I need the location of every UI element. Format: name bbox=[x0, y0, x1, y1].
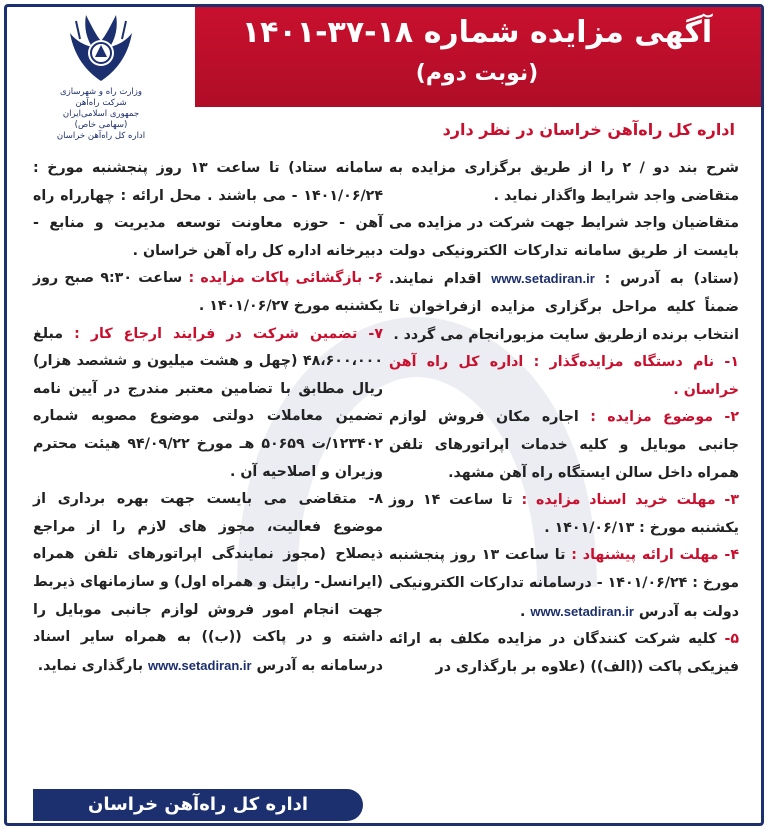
item-8-end: بارگذاری نماید. bbox=[37, 657, 144, 674]
intro-heading: اداره کل راه‌آهن خراسان در نظر دارد bbox=[442, 120, 735, 139]
item-8 bbox=[33, 486, 383, 680]
item-4 bbox=[389, 542, 739, 626]
setadiran-link[interactable]: www.setadiran.ir bbox=[491, 271, 595, 287]
logo-line-office: اداره کل راه‌آهن خراسان bbox=[56, 131, 146, 141]
left-column bbox=[33, 155, 383, 680]
item-7-text: مبلغ ۴۸،۶۰۰،۰۰۰ (چهل و هشت میلیون و ششصد هزار) ریال مطابق با تضامین معتبر مندرج در آیین نامه تضمین معاملات دولتی موضوع مصوبه شماره ۱۲۳۴۰۲/ت ۵۰۶۵۹ هـ مورخ ۹۴/۰۹/۲۲ هیئت محترم وزیران و اصلاحیه آن . bbox=[33, 325, 383, 480]
item-5-label: ۵- bbox=[724, 631, 739, 648]
page-title: آگهی مزایده شماره ۱۸-۳۷-۱۴۰۱ bbox=[241, 15, 713, 50]
item-4-end: . bbox=[519, 603, 526, 620]
logo-line-republic: جمهوری اسلامی‌ایران bbox=[62, 109, 140, 119]
item-2 bbox=[389, 404, 739, 487]
item-4-link[interactable]: www.setadiran.ir bbox=[530, 603, 634, 619]
page-subtitle: (نوبت دوم) bbox=[415, 61, 539, 86]
item-6-label: ۶- بازگشائی پاکات مزایده : bbox=[188, 270, 383, 287]
item-5 bbox=[389, 626, 739, 681]
intro-paragraph-2 bbox=[389, 210, 739, 349]
item-3-text: تا ساعت ۱۴ روز یکشنبه مورخ : ۱۴۰۱/۰۶/۱۳ . bbox=[389, 492, 739, 536]
item-4-text: تا ساعت ۱۳ روز پنجشنبه مورخ : ۱۴۰۱/۰۶/۲۴ - درسامانه تدارکات الکترونیکی دولت به آدرس bbox=[389, 547, 739, 620]
header-banner bbox=[195, 7, 764, 107]
item-5-text: کلیه شرکت کنندگان در مزایده مکلف به ارائه فیزیکی پاکت ((الف)) (علاوه بر بارگذاری در bbox=[389, 631, 739, 675]
item-6-text: ساعت ۹:۳۰ صبح روز یکشنبه مورخ ۱۴۰۱/۰۶/۲۷ . bbox=[33, 270, 383, 314]
item-2-label: ۲- موضوع مزایده : bbox=[590, 409, 739, 426]
advertisement-frame bbox=[4, 4, 764, 826]
intro-paragraph-2-end: اقدام نمایند. ضمناً کلیه مراحل برگزاری مزایده ازفراخوان تا انتخاب برنده ازطریق سایت مزبورانجام می گردد . bbox=[389, 271, 739, 343]
item-8-text: ۸- متقاضی می بایست جهت بهره برداری از موضوع فعالیت، مجوز های لازم را از مراجع ذیصلاح (مجوز نمایندگی اپراتورهای تلفن همراه (ایرانسل- رایتل و همراه اول) و سازمانهای ذیربط جهت انجام امور فروش لوازم جانبی موبایل را داشته و در پاکت ((ب)) به همراه سایر اسناد درسامانه به آدرس bbox=[33, 491, 383, 674]
right-column bbox=[389, 155, 739, 681]
intro-paragraph-2-start: متقاضیان واجد شرایط جهت شرکت در مزایده می بایست از طریق سامانه تدارکات الکترونیکی دولت (ستاد) به آدرس : bbox=[389, 215, 739, 288]
item-7 bbox=[33, 321, 383, 487]
item-4-label: ۴- مهلت ارائه پیشنهاد : bbox=[571, 547, 739, 564]
item-7-label: ۷- تضمین شرکت در فرایند ارجاع کار : bbox=[74, 325, 383, 342]
item-5-continued: سامانه ستاد) تا ساعت ۱۳ روز پنجشنبه مورخ : ۱۴۰۱/۰۶/۲۴ - می باشند . محل ارائه : چهارراه راه آهن - حوزه معاونت توسعه مدیریت و منابع - دبیرخانه اداره کل راه آهن خراسان . bbox=[33, 160, 384, 259]
item-1: ۱- نام دستگاه مزایده‌گذار : اداره کل راه آهن خراسان . bbox=[389, 354, 739, 398]
item-2-text: اجاره مکان فروش لوازم جانبی موبایل و کلیه خدمات اپراتورهای تلفن همراه داخل سالن ایستگاه راه آهن مشهد. bbox=[389, 409, 739, 481]
item-3 bbox=[389, 487, 739, 542]
railway-emblem-icon bbox=[56, 11, 146, 87]
item-8-link[interactable]: www.setadiran.ir bbox=[148, 657, 252, 673]
item-6 bbox=[33, 265, 383, 320]
intro-paragraph-1: شرح بند دو / ۲ را از طریق برگزاری مزایده به متقاضی واجد شرایط واگذار نماید . bbox=[389, 160, 739, 204]
logo-line-company: شرکت راه‌آهن bbox=[75, 98, 127, 108]
organization-logo bbox=[13, 11, 189, 147]
logo-line-ministry: وزارت راه و شهرسازی bbox=[59, 87, 142, 97]
item-3-label: ۳- مهلت خرید اسناد مزایده : bbox=[521, 492, 739, 509]
footer-banner: اداره کل راه‌آهن خراسان bbox=[33, 789, 363, 821]
logo-line-type: (سهامی خاص) bbox=[74, 120, 128, 130]
